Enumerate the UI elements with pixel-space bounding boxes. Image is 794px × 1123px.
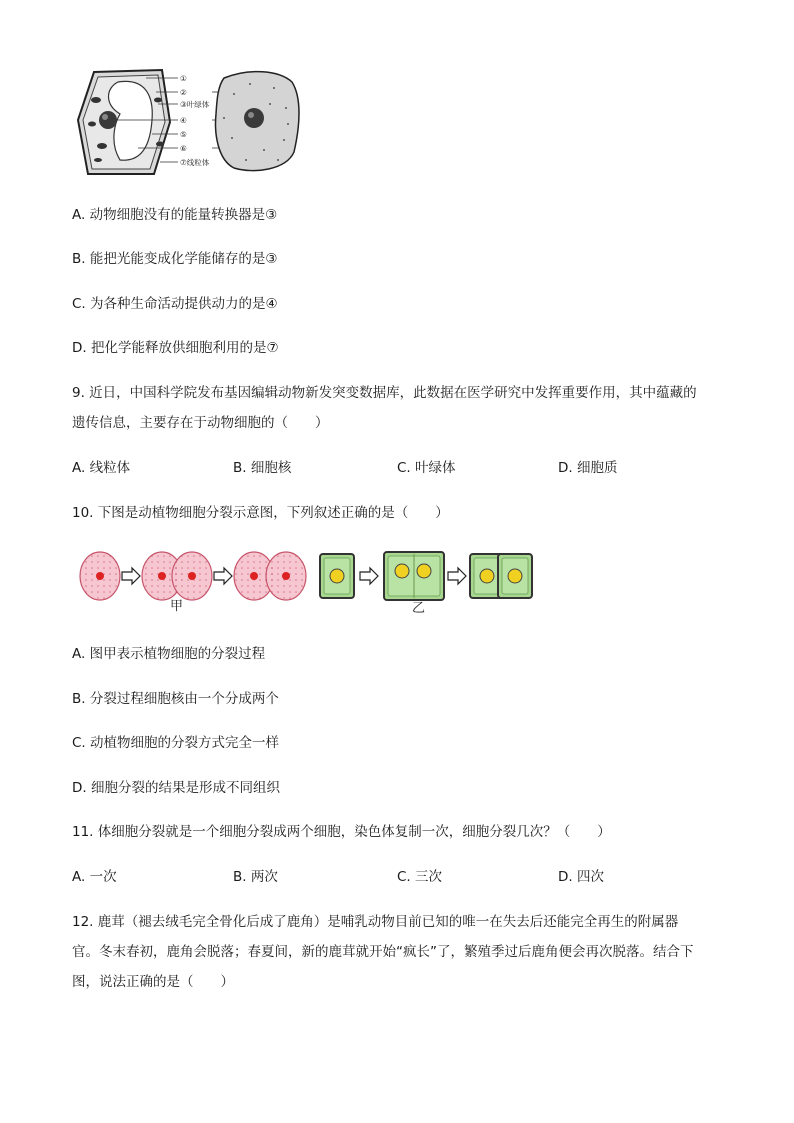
cell-division-figure xyxy=(78,548,538,614)
q8-option-b: B. 能把光能变成化学能储存的是③ xyxy=(72,251,278,267)
q9-option-d: D. 细胞质 xyxy=(558,460,618,476)
q10-option-a: A. 图甲表示植物细胞的分裂过程 xyxy=(72,646,266,662)
q11-option-d: D. 四次 xyxy=(558,869,604,885)
q12-stem-line-2: 官。冬末春初，鹿角会脱落；春夏间，新的鹿茸就开始“疯长”了，繁殖季过后鹿角便会再次脱落。结合下 xyxy=(72,944,694,960)
cell-label-7: ⑦线粒体 xyxy=(180,158,210,167)
q10-option-d: D. 细胞分裂的结果是形成不同组织 xyxy=(72,780,280,796)
q10-option-b: B. 分裂过程细胞核由一个分成两个 xyxy=(72,691,279,707)
q10-stem: 10. 下图是动植物细胞分裂示意图，下列叙述正确的是（ ） xyxy=(72,505,449,521)
q10-option-c: C. 动植物细胞的分裂方式完全一样 xyxy=(72,735,280,751)
q9-option-c: C. 叶绿体 xyxy=(397,460,456,476)
q12-stem-line-3: 图，说法正确的是（ ） xyxy=(72,974,234,990)
q11-option-b: B. 两次 xyxy=(233,869,278,885)
plant-division-sequence xyxy=(320,552,532,600)
q8-option-d: D. 把化学能释放供细胞利用的是⑦ xyxy=(72,340,279,356)
q9-option-a: A. 线粒体 xyxy=(72,460,131,476)
figure-label-yi: 乙 xyxy=(412,601,426,614)
arrow-icon xyxy=(448,568,466,584)
q8-option-a: A. 动物细胞没有的能量转换器是③ xyxy=(72,207,278,223)
q11-option-c: C. 三次 xyxy=(397,869,443,885)
animal-nucleus xyxy=(244,108,264,128)
q9-option-b: B. 细胞核 xyxy=(233,460,292,476)
plant-nucleus xyxy=(99,111,117,129)
q12-stem-line-1: 12. 鹿茸（褪去绒毛完全骨化后成了鹿角）是哺乳动物目前已知的唯一在失去后还能完全再生的附属器 xyxy=(72,914,679,930)
cell-label-6: ⑥ xyxy=(180,144,187,153)
figure-label-jia: 甲 xyxy=(170,599,184,614)
q9-options xyxy=(72,458,732,478)
arrow-icon xyxy=(214,568,232,584)
q9-stem-line-2: 遗传信息，主要存在于动物细胞的（ ） xyxy=(72,415,329,431)
q11-option-a: A. 一次 xyxy=(72,869,117,885)
q11-stem: 11. 体细胞分裂就是一个细胞分裂成两个细胞，染色体复制一次，细胞分裂几次？（ ） xyxy=(72,824,611,840)
cell-label-4: ④ xyxy=(180,116,187,125)
cell-label-3: ③叶绿体 xyxy=(180,100,210,109)
cell-label-2: ② xyxy=(180,88,187,97)
q9-stem-line-1: 9. 近日，中国科学院发布基因编辑动物新发突变数据库，此数据在医学研究中发挥重要作用，其中蕴藏的 xyxy=(72,385,697,401)
animal-division-sequence xyxy=(80,552,306,600)
cell-label-1: ① xyxy=(180,74,187,83)
q11-options xyxy=(72,867,732,887)
arrow-icon xyxy=(122,568,140,584)
q8-option-c: C. 为各种生命活动提供动力的是④ xyxy=(72,296,278,312)
cell-structure-figure xyxy=(74,64,306,180)
cell-label-5: ⑤ xyxy=(180,130,187,139)
arrow-icon xyxy=(360,568,378,584)
